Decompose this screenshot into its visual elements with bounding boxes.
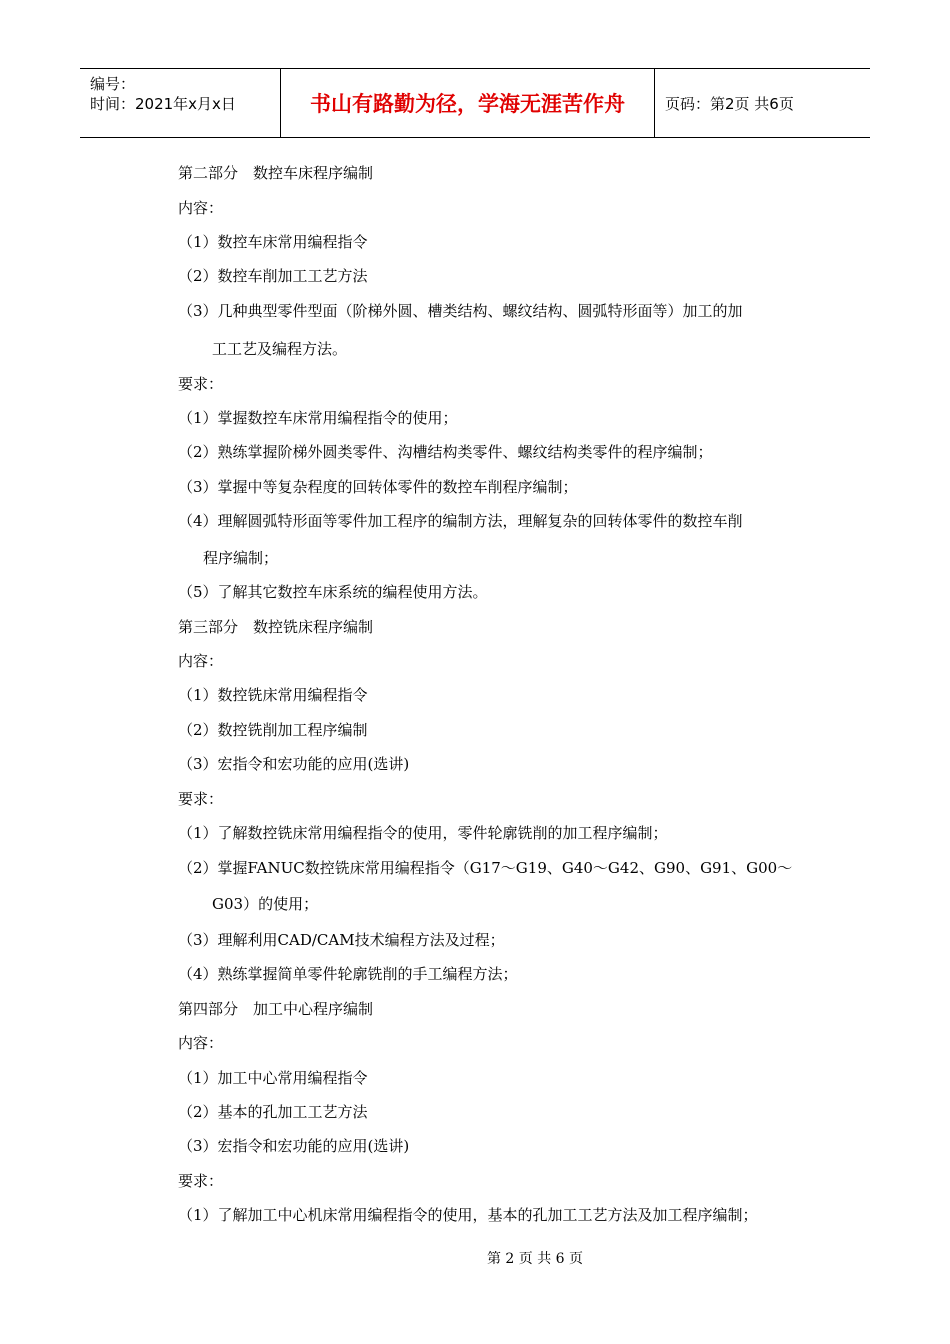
requirements-label: 要求： (178, 790, 224, 808)
section-heading: 第四部分 加工中心程序编制 (178, 1000, 374, 1018)
code-label: 编号： (90, 75, 136, 93)
page-info: 页码：第2页 共6页 (665, 94, 794, 113)
header-left-cell (80, 69, 281, 137)
page-footer: 第 2 页 共 6 页 (486, 1251, 584, 1267)
list-item: （2）熟练掌握阶梯外圆类零件、沟槽结构类零件、螺纹结构类零件的程序编制； (178, 443, 713, 461)
list-item: （3）几种典型零件型面（阶梯外圆、槽类结构、螺纹结构、圆弧特形面等）加工的加 (178, 302, 743, 320)
list-item: （1）数控车床常用编程指令 (178, 233, 368, 251)
list-item: （4）熟练掌握简单零件轮廓铣削的手工编程方法； (178, 965, 518, 983)
list-item: （5）了解其它数控车床系统的编程使用方法。 (178, 583, 488, 601)
motto: 书山有路勤为径，学海无涯苦作舟 (310, 92, 625, 116)
list-item: （1）了解数控铣床常用编程指令的使用，零件轮廓铣削的加工程序编制； (178, 824, 668, 842)
list-item: （2）掌握FANUC数控铣床常用编程指令（G17～G19、G40～G42、G90、G91、G00～ (178, 859, 793, 877)
page-header (80, 68, 870, 138)
list-item: （3）宏指令和宏功能的应用(选讲) (178, 1137, 410, 1155)
list-item: （3）掌握中等复杂程度的回转体零件的数控车削程序编制； (178, 478, 578, 496)
list-item: （1）加工中心常用编程指令 (178, 1069, 368, 1087)
content-label: 内容： (178, 1034, 224, 1052)
section-heading: 第二部分 数控车床程序编制 (178, 164, 374, 182)
list-item: （1）了解加工中心机床常用编程指令的使用，基本的孔加工工艺方法及加工程序编制； (178, 1206, 758, 1224)
list-item-continuation: G03）的使用； (212, 895, 319, 913)
content-label: 内容： (178, 652, 224, 670)
time-label: 时间：2021年x月x日 (90, 95, 236, 113)
header-right-cell (655, 69, 870, 137)
list-item: （1）掌握数控车床常用编程指令的使用； (178, 409, 458, 427)
list-item-continuation: 程序编制； (203, 549, 279, 567)
requirements-label: 要求： (178, 375, 224, 393)
list-item: （1）数控铣床常用编程指令 (178, 686, 368, 704)
list-item: （3）理解利用CAD/CAM技术编程方法及过程； (178, 931, 505, 949)
list-item: （2）基本的孔加工工艺方法 (178, 1103, 368, 1121)
section-heading: 第三部分 数控铣床程序编制 (178, 618, 374, 636)
header-motto-cell (281, 69, 655, 137)
requirements-label: 要求： (178, 1172, 224, 1190)
list-item: （4）理解圆弧特形面等零件加工程序的编制方法，理解复杂的回转体零件的数控车削 (178, 512, 743, 530)
list-item: （2）数控车削加工工艺方法 (178, 267, 368, 285)
list-item-continuation: 工工艺及编程方法。 (212, 340, 348, 358)
list-item: （3）宏指令和宏功能的应用(选讲) (178, 755, 410, 773)
content-label: 内容： (178, 199, 224, 217)
list-item: （2）数控铣削加工程序编制 (178, 721, 368, 739)
